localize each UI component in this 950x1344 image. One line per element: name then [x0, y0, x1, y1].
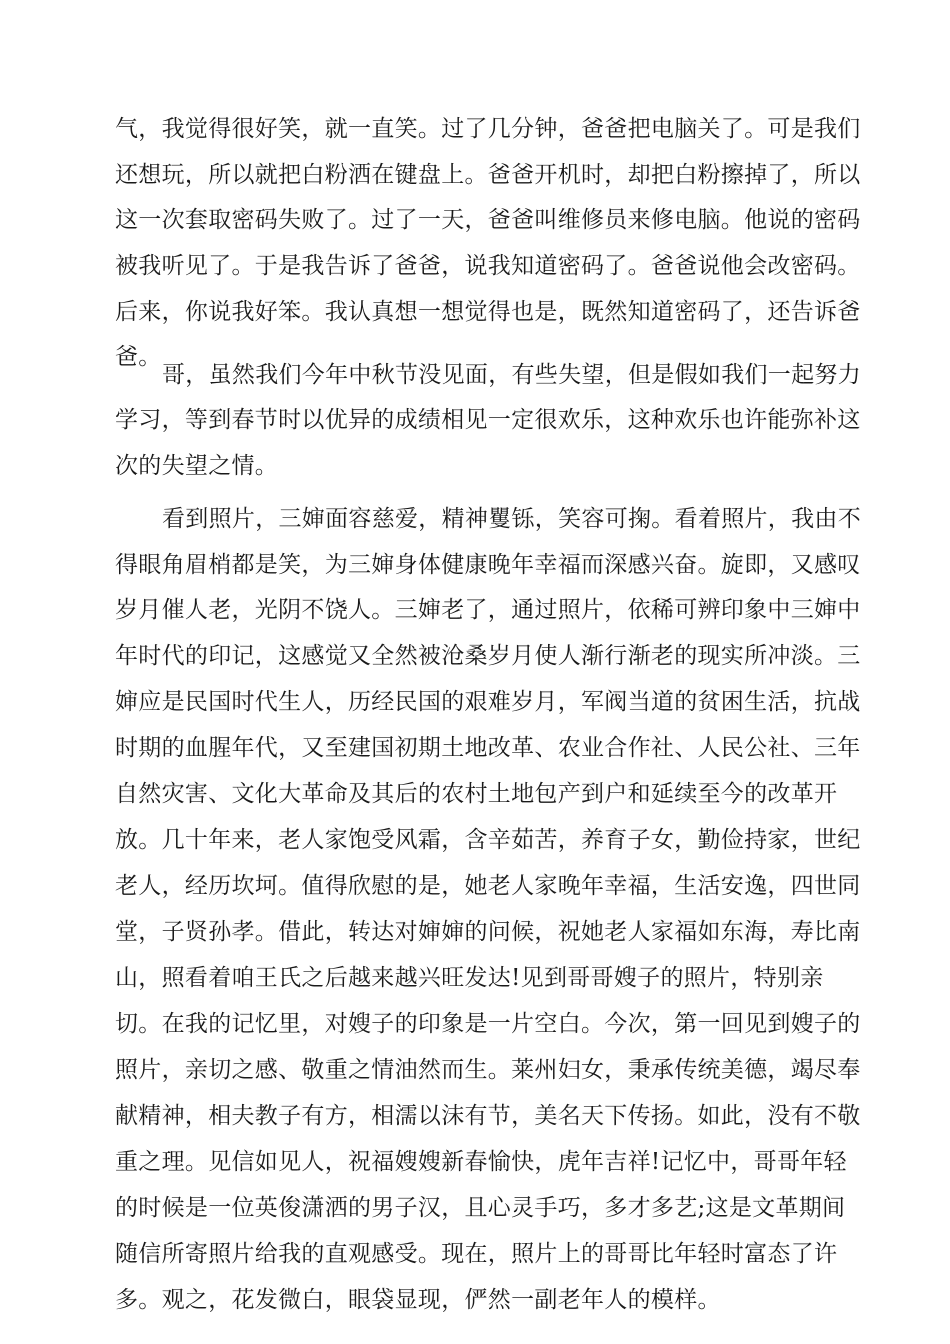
- paragraph-3-line-18: 多。观之，花发微白，眼袋显现，俨然一副老年人的模样。: [115, 1287, 721, 1313]
- paragraph-3-line-6: 时期的血腥年代，又至建国初期土地改革、农业合作社、人民公社、三年: [115, 735, 861, 761]
- paragraph-3-line-16: 的时候是一位英俊潇洒的男子汉，且心灵手巧，多才多艺;这是文革期间: [115, 1195, 846, 1221]
- paragraph-3-line-2: 得眼角眉梢都是笑，为三婶身体健康晚年幸福而深感兴奋。旋即，又感叹: [115, 552, 861, 578]
- paragraph-3-line-12: 切。在我的记忆里，对嫂子的印象是一片空白。今次，第一回见到嫂子的: [115, 1011, 861, 1037]
- paragraph-1-line-3: 这一次套取密码失败了。过了一天，爸爸叫维修员来修电脑。他说的密码: [115, 207, 861, 233]
- paragraph-3-line-13: 照片，亲切之感、敬重之情油然而生。莱州妇女，秉承传统美德，竭尽奉: [115, 1057, 861, 1083]
- paragraph-3-line-9: 老人，经历坎坷。值得欣慰的是，她老人家晚年幸福，生活安逸，四世同: [115, 873, 861, 899]
- paragraph-2-line-1: 哥，虽然我们今年中秋节没见面，有些失望，但是假如我们一起努力: [162, 362, 861, 388]
- paragraph-1-line-4: 被我听见了。于是我告诉了爸爸，说我知道密码了。爸爸说他会改密码。: [115, 253, 861, 279]
- paragraph-3-line-15: 重之理。见信如见人，祝福嫂嫂新春愉快，虎年吉祥!记忆中，哥哥年轻: [115, 1149, 847, 1175]
- paragraph-1-line-2: 还想玩，所以就把白粉洒在键盘上。爸爸开机时，却把白粉擦掉了，所以: [115, 162, 861, 188]
- paragraph-3-line-7: 自然灾害、文化大革命及其后的农村土地包产到户和延续至今的改革开: [115, 781, 838, 807]
- paragraph-3-line-11: 山，照看着咱王氏之后越来越兴旺发达!见到哥哥嫂子的照片，特别亲: [115, 965, 824, 991]
- paragraph-3-line-1: 看到照片，三婶面容慈爱，精神矍铄，笑容可掬。看着照片，我由不: [162, 506, 861, 532]
- paragraph-3-line-4: 年时代的印记，这感觉又全然被沧桑岁月使人渐行渐老的现实所冲淡。三: [115, 643, 861, 669]
- paragraph-1-line-5: 后来，你说我好笨。我认真想一想觉得也是，既然知道密码了，还告诉爸: [115, 299, 861, 325]
- paragraph-3-line-14: 献精神，相夫教子有方，相濡以沫有节，美名天下传扬。如此，没有不敬: [115, 1103, 861, 1129]
- paragraph-3-line-3: 岁月催人老，光阴不饶人。三婶老了，通过照片，依稀可辨印象中三婶中: [115, 597, 861, 623]
- paragraph-3-line-8: 放。几十年来，老人家饱受风霜，含辛茹苦，养育子女，勤俭持家，世纪: [115, 827, 861, 853]
- paragraph-3-line-17: 随信所寄照片给我的直观感受。现在，照片上的哥哥比年轻时富态了许: [115, 1241, 838, 1267]
- paragraph-1-line-6: 爸。: [115, 344, 162, 370]
- paragraph-2-line-2: 学习，等到春节时以优异的成绩相见一定很欢乐，这种欢乐也许能弥补这: [115, 407, 861, 433]
- paragraph-1-line-1: 气，我觉得很好笑，就一直笑。过了几分钟，爸爸把电脑关了。可是我们: [115, 116, 861, 142]
- paragraph-3-line-10: 堂，子贤孙孝。借此，转达对婶婶的问候，祝她老人家福如东海，寿比南: [115, 919, 861, 945]
- paragraph-2-line-3: 次的失望之情。: [115, 453, 279, 479]
- paragraph-3-line-5: 婶应是民国时代生人，历经民国的艰难岁月，军阀当道的贫困生活，抗战: [115, 689, 861, 715]
